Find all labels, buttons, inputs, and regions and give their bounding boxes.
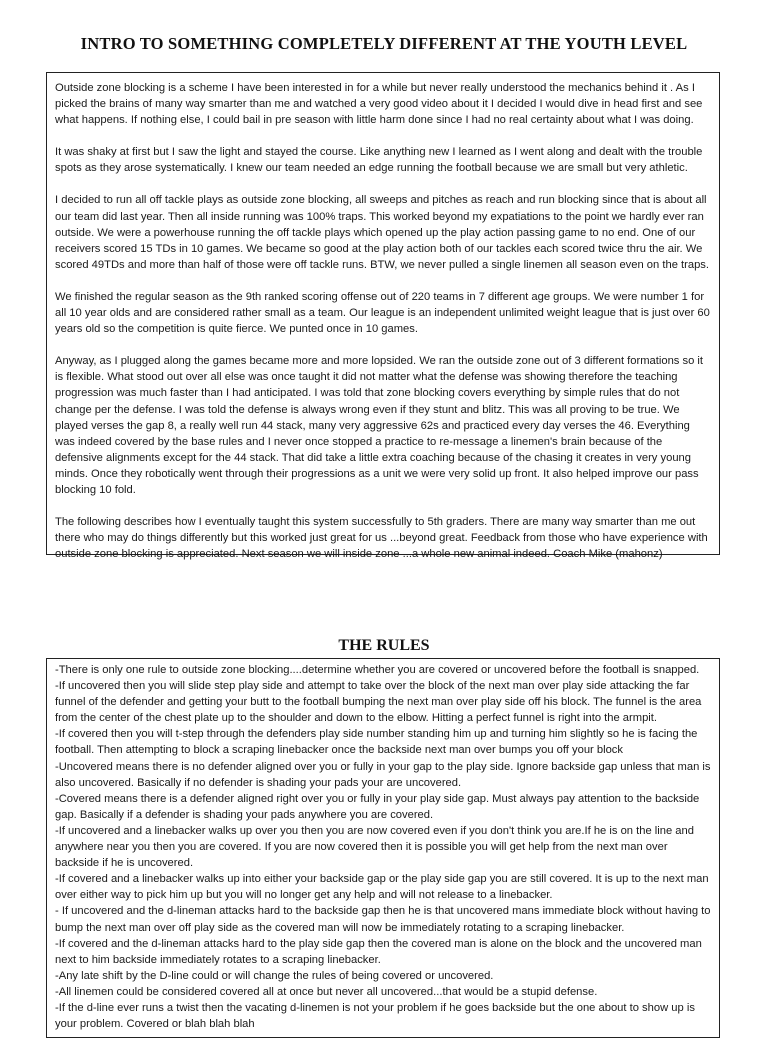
rule-item: -If uncovered and a linebacker walks up over you then you are now covered even if you don't think you are.If he is on the line and anywhere near you then you are covered. If you are now covered then it is possible you will get help from the next man over backside if he is uncovered.: [55, 824, 694, 870]
intro-paragraph: I decided to run all off tackle plays as outside zone blocking, all sweeps and pitches as reach and run blocking since that is about all our team did last year. Then all inside running was 100% traps. This worked beyond my expatiations to the point we hardly ever ran outside. We were a powerhouse running the off tackle plays which opened up the play action passing game to no end. One of our receivers scored 15 TDs in 10 games. We became so good at the play action both of our tackles each scored twice thru the air. We scored 49TDs and more than half of those were off tackle runs. BTW, we never pulled a single linemen all season even on the traps.: [55, 194, 709, 271]
rule-item: -If covered then you will t-step through the defenders play side number standing him up and turning him slightly so he is facing the football. Then attempting to block a scraping linebacker once the backside next man over bumps you off your block: [55, 728, 698, 757]
intro-text-box: [46, 72, 720, 561]
intro-paragraph: Anyway, as I plugged along the games became more and more lopsided. We ran the outside zone out of 3 different formations so it is flexible. What stood out over all else was once taught it did not matter what the defense was showing therefore the teaching progression was much faster than I had anticipated. I was told that zone blocking covers everything by simple rules that do not change per the defense. I was told the defense is always wrong even if they stunt and blitz. This was all proving to be true. We played verses the gap 8, a really well run 44 stack, many very aggressive 62s and practiced every day verses the 46. Everything was indeed covered by the base rules and I never once stopped a practice to re-message a linemen's brain because of the defensive alignments except for the 44 stack. That did take a little extra coaching because of the chasing it creates in very young minds. Once they robotically went through their progressions as a unit we were very solid up front. It also helped improve our pass blocking 10 fold.: [55, 355, 704, 496]
rule-item: -All linemen could be considered covered all at once but never all uncovered...that would be a stupid defense.: [55, 985, 598, 998]
rules-heading: THE RULES: [338, 637, 430, 654]
intro-paragraph: Outside zone blocking is a scheme I have been interested in for a while but never really understood the mechanics behind it . As I picked the brains of many way smarter than me and watched a very good video about it I decided I would dive in head first and see what happens. If nothing else, I could bail in pre season with little harm done since I had no real certainty about what I was doing.: [55, 82, 703, 127]
document-title: INTRO TO SOMETHING COMPLETELY DIFFERENT AT THE YOUTH LEVEL: [80, 34, 688, 53]
intro-paragraph: It was shaky at first but I saw the light and stayed the course. Like anything new I learned as I went along and dealt with the trouble spots as they arose systematically. I knew our team needed an edge running the football because we are small but very athletic.: [55, 146, 703, 175]
intro-paragraph: The following describes how I eventually taught this system successfully to 5th graders. There are many way smarter than me out there who may do things differently but this worked just great for us ...beyond great. Feedback from those who have experience with outside zone blocking is appreciated. Next season we will inside zone ...a whole new animal indeed. Coach Mike (mahonz): [55, 516, 708, 561]
rule-item: -If uncovered then you will slide step play side and attempt to take over the block of the next man over play side attacking the far funnel of the defender and getting your butt to the football bumping the next man over play side off his block. The funnel is the area from the center of the chest plate up to the shoulder and down to the elbow. Hitting a perfect funnel is right into the armpit.: [55, 680, 702, 725]
rule-item: -Uncovered means there is no defender aligned over you or fully in your gap to the play side. Ignore backside gap unless that man is also uncovered. Basically if no defender is shading your pads your are uncovered.: [55, 760, 711, 789]
rule-item: -Any late shift by the D-line could or will change the rules of being covered or uncovered.: [55, 969, 494, 982]
rule-item: - If uncovered and the d-lineman attacks hard to the backside gap then he is that uncovered mans immediate block without having to bump the next man over off play side as the covered man will now be immediately rotating to a scraping linebacker.: [55, 905, 711, 934]
rule-item: -Covered means there is a defender aligned right over you or fully in your play side gap. Must always pay attention to the backside gap. Basically if a defender is shading your pads anywhere you are covered.: [55, 792, 700, 821]
rules-text-box: [46, 658, 720, 1038]
rule-item: -If covered and a linebacker walks up into either your backside gap or the play side gap you are still covered. It is up to the next man over either way to pick him up but you will no longer get any help and will not release to a linebacker.: [55, 873, 709, 902]
rule-item: -There is only one rule to outside zone blocking....determine whether you are covered or uncovered before the football is snapped.: [55, 664, 700, 676]
rule-item: -If covered and the d-lineman attacks hard to the play side gap then the covered man is alone on the block and the uncovered man next to him backside immediately rotates to a scraping linebacker.: [55, 937, 702, 966]
intro-paragraph: We finished the regular season as the 9th ranked scoring offense out of 220 teams in 7 different age groups. We were number 1 for all 10 year olds and are considered rather small as a team. Our league is an independent unlimited weight league that is just over 60 years old so the competition is quite fierce. We punted once in 10 games.: [55, 290, 710, 336]
rule-item: -If the d-line ever runs a twist then the vacating d-linemen is not your problem if he goes backside but the one about to show up is your problem. Covered or blah blah blah: [55, 1001, 695, 1031]
